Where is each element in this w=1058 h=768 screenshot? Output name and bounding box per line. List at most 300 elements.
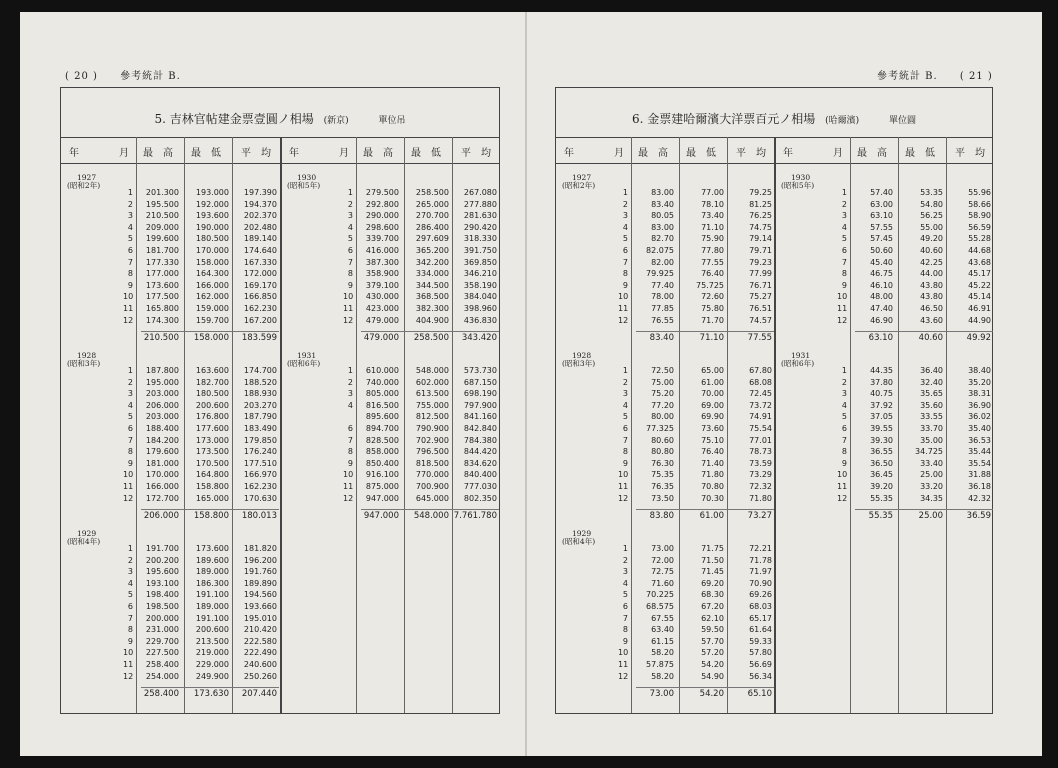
- low-cell: 164.300: [195, 269, 229, 279]
- low-cell: 65.00: [701, 366, 724, 375]
- summary-avg: 77.55: [747, 333, 772, 344]
- avg-cell: 166.970: [243, 470, 277, 480]
- month-cell: 12: [343, 315, 354, 325]
- month-cell: 6: [127, 602, 133, 611]
- column-divider: [679, 137, 680, 713]
- month-cell: 1: [127, 366, 133, 375]
- low-cell: 365.200: [415, 246, 449, 255]
- low-cell: 193.000: [195, 188, 229, 197]
- header-high: 最 高: [857, 148, 887, 159]
- avg-cell: 45.14: [968, 292, 991, 302]
- low-cell: 189.600: [195, 555, 229, 565]
- summary-rule: [855, 509, 993, 510]
- high-cell: 70.225: [646, 590, 674, 600]
- avg-cell: 174.640: [243, 246, 277, 255]
- avg-cell: 281.630: [463, 211, 497, 221]
- avg-cell: 36.90: [968, 400, 991, 410]
- avg-cell: 79.71: [749, 246, 772, 255]
- avg-cell: 67.80: [749, 366, 772, 375]
- half-divider: [774, 137, 776, 713]
- low-cell: 700.900: [415, 482, 449, 491]
- low-cell: 77.55: [701, 257, 724, 267]
- high-cell: 63.10: [870, 211, 893, 221]
- column-divider: [232, 137, 233, 713]
- avg-cell: 61.64: [749, 625, 772, 635]
- month-cell: 7: [622, 435, 628, 445]
- avg-cell: 36.02: [968, 412, 991, 422]
- avg-cell: 55.28: [968, 234, 991, 244]
- high-cell: 68.575: [646, 602, 674, 611]
- high-cell: 76.30: [651, 458, 674, 468]
- avg-cell: 195.010: [243, 613, 277, 623]
- high-cell: 203.000: [145, 389, 179, 399]
- era-year: 1928: [77, 351, 97, 360]
- low-cell: 43.80: [920, 292, 943, 302]
- high-cell: 174.300: [145, 315, 179, 325]
- summary-high: 63.10: [868, 333, 893, 344]
- low-cell: 73.60: [701, 424, 724, 433]
- high-cell: 173.600: [145, 280, 179, 290]
- avg-cell: 181.820: [243, 544, 277, 553]
- summary-avg: 343.420: [461, 333, 497, 344]
- summary-rule: [855, 331, 993, 332]
- avg-cell: 391.750: [463, 246, 497, 255]
- high-cell: 188.400: [145, 424, 179, 433]
- avg-cell: 73.59: [749, 458, 772, 468]
- high-cell: 63.40: [651, 625, 674, 635]
- high-cell: 740.000: [365, 377, 399, 387]
- table-location: (新京): [323, 116, 349, 126]
- high-cell: 44.35: [870, 366, 893, 375]
- era-name: (昭和3年): [67, 359, 101, 368]
- low-cell: 54.80: [920, 199, 943, 209]
- month-cell: 2: [127, 555, 133, 565]
- avg-cell: 777.030: [463, 482, 497, 491]
- summary-rule: [636, 509, 774, 510]
- low-cell: 75.80: [701, 304, 724, 313]
- high-cell: 39.30: [870, 435, 893, 445]
- header-high: 最 高: [638, 148, 668, 159]
- era-label: [781, 174, 814, 190]
- low-cell: 192.000: [195, 199, 229, 209]
- month-cell: 2: [127, 199, 133, 209]
- high-cell: 231.000: [145, 625, 179, 635]
- low-cell: 43.60: [920, 315, 943, 325]
- avg-cell: 36.18: [968, 482, 991, 491]
- avg-cell: 79.23: [749, 257, 772, 267]
- month-cell: 9: [622, 458, 628, 468]
- high-cell: 72.75: [651, 567, 674, 577]
- month-cell: 12: [837, 493, 848, 503]
- month-cell: 12: [123, 671, 134, 681]
- low-cell: 229.000: [195, 660, 229, 669]
- month-cell: 8: [622, 269, 628, 279]
- era-name: (昭和3年): [562, 359, 596, 368]
- avg-cell: 436.830: [463, 315, 497, 325]
- month-cell: 1: [622, 366, 628, 375]
- avg-cell: 202.370: [243, 211, 277, 221]
- month-cell: 7: [841, 257, 847, 267]
- month-cell: 9: [127, 636, 133, 646]
- month-cell: 5: [622, 412, 628, 422]
- avg-cell: 210.420: [243, 625, 277, 635]
- month-cell: 8: [841, 447, 847, 457]
- half-divider: [280, 137, 282, 713]
- month-cell: 11: [618, 482, 629, 491]
- high-cell: 947.000: [365, 493, 399, 503]
- avg-cell: 68.03: [749, 602, 772, 611]
- low-cell: 54.20: [701, 660, 724, 669]
- high-cell: 254.000: [145, 671, 179, 681]
- high-cell: 40.75: [870, 389, 893, 399]
- low-cell: 165.000: [195, 493, 229, 503]
- avg-cell: 687.150: [463, 377, 497, 387]
- low-cell: 44.00: [920, 269, 943, 279]
- avg-cell: 73.29: [749, 470, 772, 480]
- high-cell: 166.000: [145, 482, 179, 491]
- avg-cell: 167.330: [243, 257, 277, 267]
- low-cell: 170.500: [195, 458, 229, 468]
- low-cell: 770.000: [415, 470, 449, 480]
- avg-cell: 166.850: [243, 292, 277, 302]
- high-cell: 875.000: [365, 482, 399, 491]
- high-cell: 47.40: [870, 304, 893, 313]
- avg-cell: 35.54: [968, 458, 991, 468]
- month-cell: 11: [343, 304, 354, 313]
- high-cell: 72.50: [651, 366, 674, 375]
- high-cell: 170.000: [145, 470, 179, 480]
- month-cell: 7: [347, 257, 353, 267]
- month-cell: 2: [622, 199, 628, 209]
- high-cell: 203.000: [145, 412, 179, 422]
- avg-cell: 44.68: [968, 246, 991, 255]
- month-cell: 8: [622, 447, 628, 457]
- month-cell: 8: [841, 269, 847, 279]
- month-cell: 11: [123, 304, 134, 313]
- avg-cell: 784.380: [463, 435, 497, 445]
- avg-cell: 841.160: [463, 412, 497, 422]
- low-cell: 177.600: [195, 424, 229, 433]
- summary-rule: [361, 509, 499, 510]
- month-cell: 9: [841, 458, 847, 468]
- low-cell: 162.000: [195, 292, 229, 302]
- header-high: 最 高: [143, 148, 173, 159]
- month-cell: 8: [347, 447, 353, 457]
- era-label: [287, 352, 320, 368]
- high-cell: 37.05: [870, 412, 893, 422]
- low-cell: 200.600: [195, 400, 229, 410]
- avg-cell: 834.620: [463, 458, 497, 468]
- header-year: 年: [69, 148, 79, 159]
- month-cell: 5: [622, 234, 628, 244]
- low-cell: 818.500: [415, 458, 449, 468]
- month-cell: 3: [127, 567, 133, 577]
- avg-cell: 844.420: [463, 447, 497, 457]
- summary-avg: 49.92: [966, 333, 991, 344]
- header-low: 最 低: [905, 148, 935, 159]
- column-divider: [946, 137, 947, 713]
- month-cell: 5: [127, 590, 133, 600]
- high-cell: 79.925: [646, 269, 674, 279]
- month-cell: 5: [127, 412, 133, 422]
- low-cell: 613.500: [415, 389, 449, 399]
- avg-cell: 189.890: [243, 578, 277, 588]
- high-cell: 430.000: [365, 292, 399, 302]
- month-cell: 9: [347, 458, 353, 468]
- month-cell: 1: [347, 366, 353, 375]
- low-cell: 191.100: [195, 613, 229, 623]
- era-name: (昭和6年): [287, 359, 321, 368]
- month-cell: 7: [622, 257, 628, 267]
- month-cell: 12: [123, 493, 134, 503]
- header-average: 平 均: [241, 148, 271, 159]
- month-cell: 12: [618, 671, 629, 681]
- avg-cell: 170.630: [243, 493, 277, 503]
- month-cell: 4: [622, 222, 628, 232]
- high-cell: 165.800: [145, 304, 179, 313]
- high-cell: 58.20: [651, 671, 674, 681]
- high-cell: 200.000: [145, 613, 179, 623]
- high-cell: 50.60: [870, 246, 893, 255]
- month-cell: 6: [841, 424, 847, 433]
- high-cell: 83.00: [651, 188, 674, 197]
- left-page: [20, 12, 525, 756]
- avg-cell: 183.490: [243, 424, 277, 433]
- era-label: [781, 352, 814, 368]
- avg-cell: 74.57: [749, 315, 772, 325]
- low-cell: 249.900: [195, 671, 229, 681]
- high-cell: 416.000: [365, 246, 399, 255]
- avg-cell: 240.600: [243, 660, 277, 669]
- avg-cell: 71.97: [749, 567, 772, 577]
- low-cell: 34.725: [915, 447, 943, 457]
- month-cell: 9: [622, 280, 628, 290]
- avg-cell: 71.78: [749, 555, 772, 565]
- high-cell: 36.55: [870, 447, 893, 457]
- low-cell: 78.10: [701, 199, 724, 209]
- avg-cell: 57.80: [749, 648, 772, 658]
- avg-cell: 38.40: [968, 366, 991, 375]
- high-cell: 57.55: [870, 222, 893, 232]
- low-cell: 49.20: [920, 234, 943, 244]
- high-cell: 63.00: [870, 199, 893, 209]
- header-year: 年: [289, 148, 299, 159]
- month-cell: 6: [347, 246, 353, 255]
- table-title: [61, 110, 499, 127]
- high-cell: 39.20: [870, 482, 893, 491]
- high-cell: 37.80: [870, 377, 893, 387]
- high-cell: 479.000: [365, 315, 399, 325]
- high-cell: 290.000: [365, 211, 399, 221]
- high-cell: 858.000: [365, 447, 399, 457]
- low-cell: 548.000: [415, 366, 449, 375]
- month-cell: 10: [123, 470, 134, 480]
- table-unit: 單位圓: [888, 116, 916, 126]
- avg-cell: 79.14: [749, 234, 772, 244]
- summary-avg: 73.27: [747, 511, 772, 522]
- low-cell: 158.800: [195, 482, 229, 491]
- era-label: [562, 174, 595, 190]
- era-label: [562, 352, 595, 368]
- summary-avg: 36.59: [966, 511, 991, 522]
- month-cell: 11: [123, 482, 134, 491]
- low-cell: 73.40: [701, 211, 724, 221]
- month-cell: 5: [622, 590, 628, 600]
- high-cell: 77.20: [651, 400, 674, 410]
- section-label: 參考統計 B.: [120, 71, 181, 82]
- low-cell: 75.90: [701, 234, 724, 244]
- summary-low: 40.60: [918, 333, 943, 344]
- era-label: [287, 174, 320, 190]
- month-cell: 4: [347, 400, 353, 410]
- low-cell: 72.60: [701, 292, 724, 302]
- month-cell: 2: [347, 199, 353, 209]
- month-cell: 6: [841, 246, 847, 255]
- high-cell: 895.600: [365, 412, 399, 422]
- summary-rule: [361, 331, 499, 332]
- avg-cell: 72.21: [749, 544, 772, 553]
- month-cell: 8: [347, 269, 353, 279]
- low-cell: 75.10: [701, 435, 724, 445]
- summary-rule: [141, 509, 279, 510]
- avg-cell: 70.90: [749, 578, 772, 588]
- low-cell: 368.500: [415, 292, 449, 302]
- low-cell: 265.000: [415, 199, 449, 209]
- avg-cell: 174.700: [243, 366, 277, 375]
- summary-high: 83.80: [649, 511, 674, 522]
- avg-cell: 222.580: [243, 636, 277, 646]
- avg-cell: 369.850: [463, 257, 497, 267]
- high-cell: 916.100: [365, 470, 399, 480]
- high-cell: 72.00: [651, 555, 674, 565]
- low-cell: 32.40: [920, 377, 943, 387]
- header-low: 最 低: [686, 148, 716, 159]
- summary-rule: [636, 331, 774, 332]
- high-cell: 76.35: [651, 482, 674, 491]
- summary-avg: 183.599: [241, 333, 277, 344]
- month-cell: 6: [347, 424, 353, 433]
- avg-cell: 267.080: [463, 188, 497, 197]
- low-cell: 36.40: [920, 366, 943, 375]
- era-year: 1929: [77, 529, 97, 538]
- page-number: ( 21 ): [959, 71, 993, 82]
- avg-cell: 346.210: [463, 269, 497, 279]
- avg-cell: 398.960: [463, 304, 497, 313]
- low-cell: 42.25: [920, 257, 943, 267]
- low-cell: 193.600: [195, 211, 229, 221]
- header-month: 月: [339, 148, 349, 159]
- avg-cell: 74.91: [749, 412, 772, 422]
- avg-cell: 187.790: [243, 412, 277, 422]
- month-cell: 4: [622, 578, 628, 588]
- high-cell: 37.92: [870, 400, 893, 410]
- month-cell: 10: [618, 470, 629, 480]
- low-cell: 43.80: [920, 280, 943, 290]
- avg-cell: 75.54: [749, 424, 772, 433]
- high-cell: 850.400: [365, 458, 399, 468]
- summary-low: 258.500: [413, 333, 449, 344]
- high-cell: 191.700: [145, 544, 179, 553]
- month-cell: 4: [127, 400, 133, 410]
- high-cell: 46.10: [870, 280, 893, 290]
- high-cell: 195.000: [145, 377, 179, 387]
- month-cell: 7: [622, 613, 628, 623]
- high-cell: 177.000: [145, 269, 179, 279]
- high-cell: 76.55: [651, 315, 674, 325]
- avg-cell: 35.40: [968, 424, 991, 433]
- avg-cell: 56.59: [968, 222, 991, 232]
- high-cell: 80.00: [651, 412, 674, 422]
- month-cell: 3: [622, 567, 628, 577]
- low-cell: 77.80: [701, 246, 724, 255]
- low-cell: 344.500: [415, 280, 449, 290]
- avg-cell: 162.230: [243, 482, 277, 491]
- low-cell: 186.300: [195, 578, 229, 588]
- month-cell: 10: [123, 648, 134, 658]
- month-cell: 6: [622, 246, 628, 255]
- table-location: (哈爾濱): [825, 116, 860, 126]
- month-cell: 3: [622, 211, 628, 221]
- month-cell: 4: [347, 222, 353, 232]
- low-cell: 213.500: [195, 636, 229, 646]
- low-cell: 56.25: [920, 211, 943, 221]
- column-divider: [898, 137, 899, 713]
- avg-cell: 31.88: [968, 470, 991, 480]
- low-cell: 67.20: [701, 602, 724, 611]
- avg-cell: 72.32: [749, 482, 772, 491]
- low-cell: 173.500: [195, 447, 229, 457]
- avg-cell: 43.68: [968, 257, 991, 267]
- column-divider: [452, 137, 453, 713]
- low-cell: 59.50: [701, 625, 724, 635]
- avg-cell: 74.75: [749, 222, 772, 232]
- month-cell: 8: [127, 625, 133, 635]
- summary-high: 83.40: [649, 333, 674, 344]
- month-cell: 9: [622, 636, 628, 646]
- low-cell: 35.60: [920, 400, 943, 410]
- month-cell: 2: [841, 377, 847, 387]
- avg-cell: 71.80: [749, 493, 772, 503]
- month-cell: 11: [123, 660, 134, 669]
- low-cell: 702.900: [415, 435, 449, 445]
- low-cell: 55.00: [920, 222, 943, 232]
- column-divider: [136, 137, 137, 713]
- avg-cell: 162.230: [243, 304, 277, 313]
- month-cell: 12: [837, 315, 848, 325]
- avg-cell: 194.560: [243, 590, 277, 600]
- avg-cell: 802.350: [463, 493, 497, 503]
- summary-high: 947.000: [363, 511, 399, 522]
- avg-cell: 76.51: [749, 304, 772, 313]
- month-cell: 2: [127, 377, 133, 387]
- era-name: (昭和4年): [562, 537, 596, 546]
- high-cell: 82.075: [646, 246, 674, 255]
- era-year: 1929: [572, 529, 592, 538]
- month-cell: 1: [127, 188, 133, 197]
- summary-low: 158.800: [193, 511, 229, 522]
- high-cell: 75.35: [651, 470, 674, 480]
- avg-cell: 76.71: [749, 280, 772, 290]
- era-year: 1931: [297, 351, 317, 360]
- high-cell: 209.000: [145, 222, 179, 232]
- low-cell: 173.600: [195, 544, 229, 553]
- low-cell: 46.50: [920, 304, 943, 313]
- era-year: 1928: [572, 351, 592, 360]
- column-divider: [727, 137, 728, 713]
- low-cell: 70.00: [701, 389, 724, 399]
- high-cell: 258.400: [145, 660, 179, 669]
- high-cell: 179.600: [145, 447, 179, 457]
